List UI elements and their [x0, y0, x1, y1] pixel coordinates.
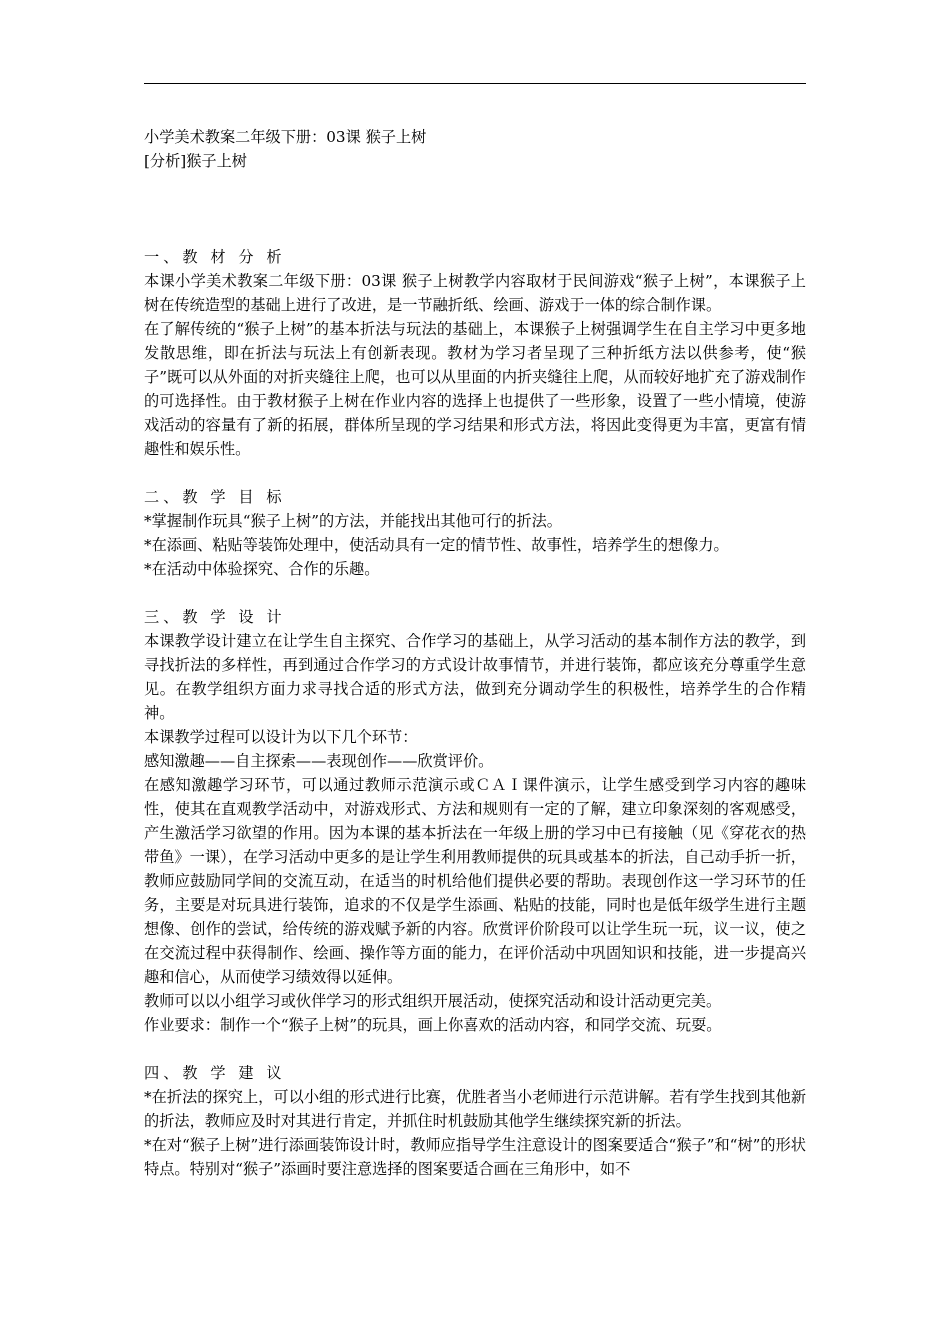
paragraph: 在了解传统的“猴子上树”的基本折法与玩法的基础上，本课猴子上树强调学生在自主学习中更多地发散思维，即在折法与玩法上有创新表现。教材为学习者呈现了三种折纸方法以供参考，使“猴子”既可以从外面的对折夹缝往上爬，也可以从里面的内折夹缝往上爬，从而较好地扩充了游戏制作的可选择性。由于教材猴子上树在作业内容的选择上也提供了一些形象，设置了一些小情境，使游戏活动的容量有了新的拓展，群体所呈现的学习结果和形式方法，将因此变得更为丰富，更富有情趣性和娱乐性。	[144, 320, 806, 458]
paragraph: 在感知激趣学习环节，可以通过教师示范演示或ＣＡＩ课件演示，让学生感受到学习内容的趣味性，使其在直观教学活动中，对游戏形式、方法和规则有一定的了解，建立印象深刻的客观感受，产生激活学习欲望的作用。因为本课的基本折法在一年级上册的学习中已有接触（见《穿花衣的热带鱼》一课），在学习活动中更多的是让学生利用教师提供的玩具或基本的折法，自己动手折一折，教师应鼓励同学间的交流互动，在适当的时机给他们提供必要的帮助。表现创作这一学习环节的任务，主要是对玩具进行装饰，追求的不仅是学生添画、粘贴的技能，同时也是低年级学生进行主题想像、创作的尝试，给传统的游戏赋予新的内容。欣赏评价阶段可以让学生玩一玩，议一议，使之在交流过程中获得制作、绘画、操作等方面的能力，在评价活动中巩固知识和技能，进一步提高兴趣和信心，从而使学习绩效得以延伸。	[144, 776, 806, 986]
paragraph: *在活动中体验探究、合作的乐趣。	[144, 560, 380, 578]
paragraph: 感知激趣——自主探索——表现创作——欣赏评价。	[144, 752, 494, 770]
paragraph: 本课教学过程可以设计为以下几个环节：	[144, 728, 418, 746]
paragraph: 作业要求：制作一个“猴子上树”的玩具，画上你喜欢的活动内容，和同学交流、玩耍。	[144, 1016, 722, 1034]
document-subtitle: [分析]猴子上树	[144, 152, 247, 170]
document-title: 小学美术教案二年级下册：03课 猴子上树	[144, 128, 427, 146]
paragraph: 教师可以以小组学习或伙伴学习的形式组织开展活动，使探究活动和设计活动更完美。	[144, 992, 722, 1010]
section-heading: 二、教 学 目 标	[144, 488, 286, 506]
section-heading: 四、教 学 建 议	[144, 1064, 286, 1082]
section-heading: 一、教 材 分 析	[144, 248, 286, 266]
paragraph: *在折法的探究上，可以小组的形式进行比赛，优胜者当小老师进行示范讲解。若有学生找到其他新的折法，教师应及时对其进行肯定，并抓住时机鼓励其他学生继续探究新的折法。	[144, 1088, 806, 1130]
document-body	[144, 125, 806, 1181]
section-heading: 三、教 学 设 计	[144, 608, 286, 626]
header-rule	[144, 83, 806, 84]
paragraph: *在添画、粘贴等装饰处理中，使活动具有一定的情节性、故事性，培养学生的想像力。	[144, 536, 729, 554]
paragraph: 本课小学美术教案二年级下册：03课 猴子上树教学内容取材于民间游戏“猴子上树”，本课猴子上树在传统造型的基础上进行了改进，是一节融折纸、绘画、游戏于一体的综合制作课。	[144, 272, 806, 314]
paragraph: *在对“猴子上树”进行添画装饰设计时，教师应指导学生注意设计的图案要适合“猴子”和“树”的形状特点。特别对“猴子”添画时要注意选择的图案要适合画在三角形中，如不	[144, 1136, 806, 1178]
paragraph: *掌握制作玩具“猴子上树”的方法，并能找出其他可行的折法。	[144, 512, 562, 530]
paragraph: 本课教学设计建立在让学生自主探究、合作学习的基础上，从学习活动的基本制作方法的教学，到寻找折法的多样性，再到通过合作学习的方式设计故事情节，并进行装饰，都应该充分尊重学生意见。在教学组织方面力求寻找合适的形式方法，做到充分调动学生的积极性，培养学生的合作精神。	[144, 632, 806, 722]
